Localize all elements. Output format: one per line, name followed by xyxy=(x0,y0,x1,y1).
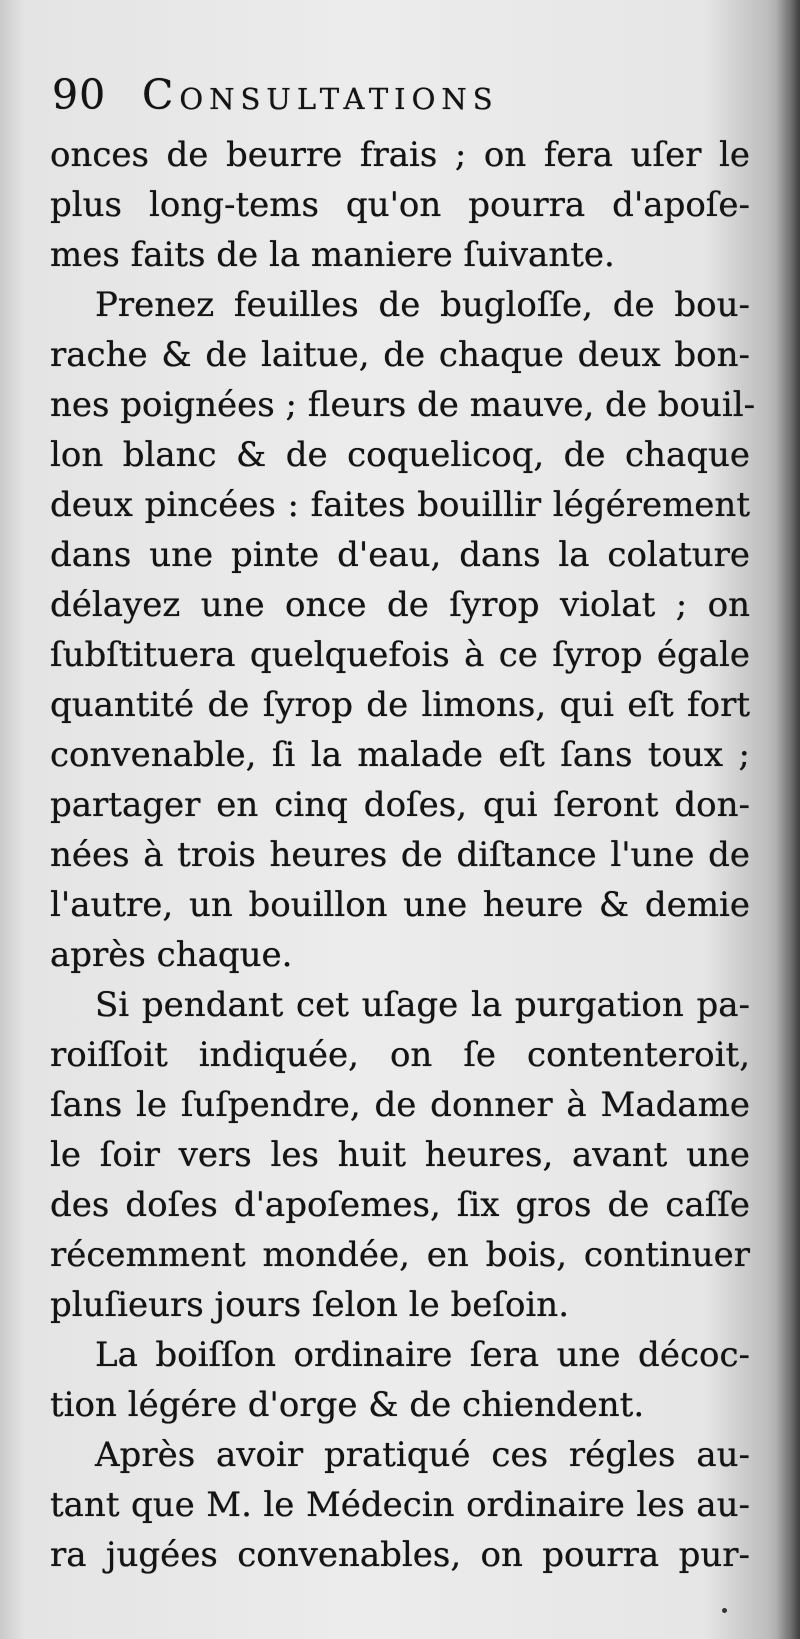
page-number: 90 xyxy=(52,71,107,119)
ink-speck xyxy=(722,1608,727,1613)
text-line: plus long-tems qu'on pourra d'apoſe- xyxy=(50,185,750,225)
text-line: ſans le ſuſpendre, de donner à Madame xyxy=(50,1085,750,1125)
text-line: Prenez feuilles de bugloſſe, de bou- xyxy=(95,285,750,325)
text-line: après chaque. xyxy=(50,935,293,975)
running-head xyxy=(50,60,750,130)
text-line: convenable, ſi la malade eſt ſans toux ; xyxy=(50,735,750,775)
text-line: pluſieurs jours ſelon le beſoin. xyxy=(50,1285,570,1325)
text-line: onces de beurre frais ; on fera uſer le xyxy=(50,135,750,175)
text-line: des doſes d'apoſemes, ſix gros de caſſe xyxy=(50,1185,750,1225)
text-line: tion légére d'orge & de chiendent. xyxy=(50,1385,645,1425)
text-line: partager en cinq doſes, qui ſeront don- xyxy=(50,785,750,825)
text-line: lon blanc & de coquelicoq, de chaque xyxy=(50,435,750,475)
text-line: dans une pinte d'eau, dans la colature xyxy=(50,535,750,575)
text-line: délayez une once de ſyrop violat ; on xyxy=(50,585,750,625)
text-line: deux pincées : faites bouillir légérement xyxy=(50,485,750,525)
text-line: récemment mondée, en bois, continuer xyxy=(50,1235,750,1275)
page-text-block xyxy=(50,60,756,1580)
running-title: Consultations xyxy=(142,71,499,119)
text-line: nées à trois heures de diſtance l'une de xyxy=(50,835,750,875)
text-line: ſubſtituera quelquefois à ce ſyrop égale xyxy=(50,635,750,675)
text-line: l'autre, un bouillon une heure & demie xyxy=(50,885,750,925)
page-gutter-shadow xyxy=(776,0,800,1639)
text-line: nes poignées ; fleurs de mauve, de bouil- xyxy=(50,385,756,425)
body-text xyxy=(50,130,756,1580)
text-line: Si pendant cet uſage la purgation pa- xyxy=(95,985,750,1025)
text-line: La boiſſon ordinaire ſera une décoc- xyxy=(95,1335,750,1375)
text-line: Après avoir pratiqué ces régles au- xyxy=(95,1435,750,1475)
text-line: quantité de ſyrop de limons, qui eſt fort xyxy=(50,685,750,725)
text-line: tant que M. le Médecin ordinaire les au- xyxy=(50,1485,750,1525)
text-line: rache & de laitue, de chaque deux bon- xyxy=(50,335,750,375)
text-line: mes faits de la maniere ſuivante. xyxy=(50,235,615,275)
text-line: le ſoir vers les huit heures, avant une xyxy=(50,1135,750,1175)
text-line: roiſſoit indiquée, on ſe contenteroit, xyxy=(50,1035,750,1075)
text-line: ra jugées convenables, on pourra pur- xyxy=(50,1535,750,1575)
